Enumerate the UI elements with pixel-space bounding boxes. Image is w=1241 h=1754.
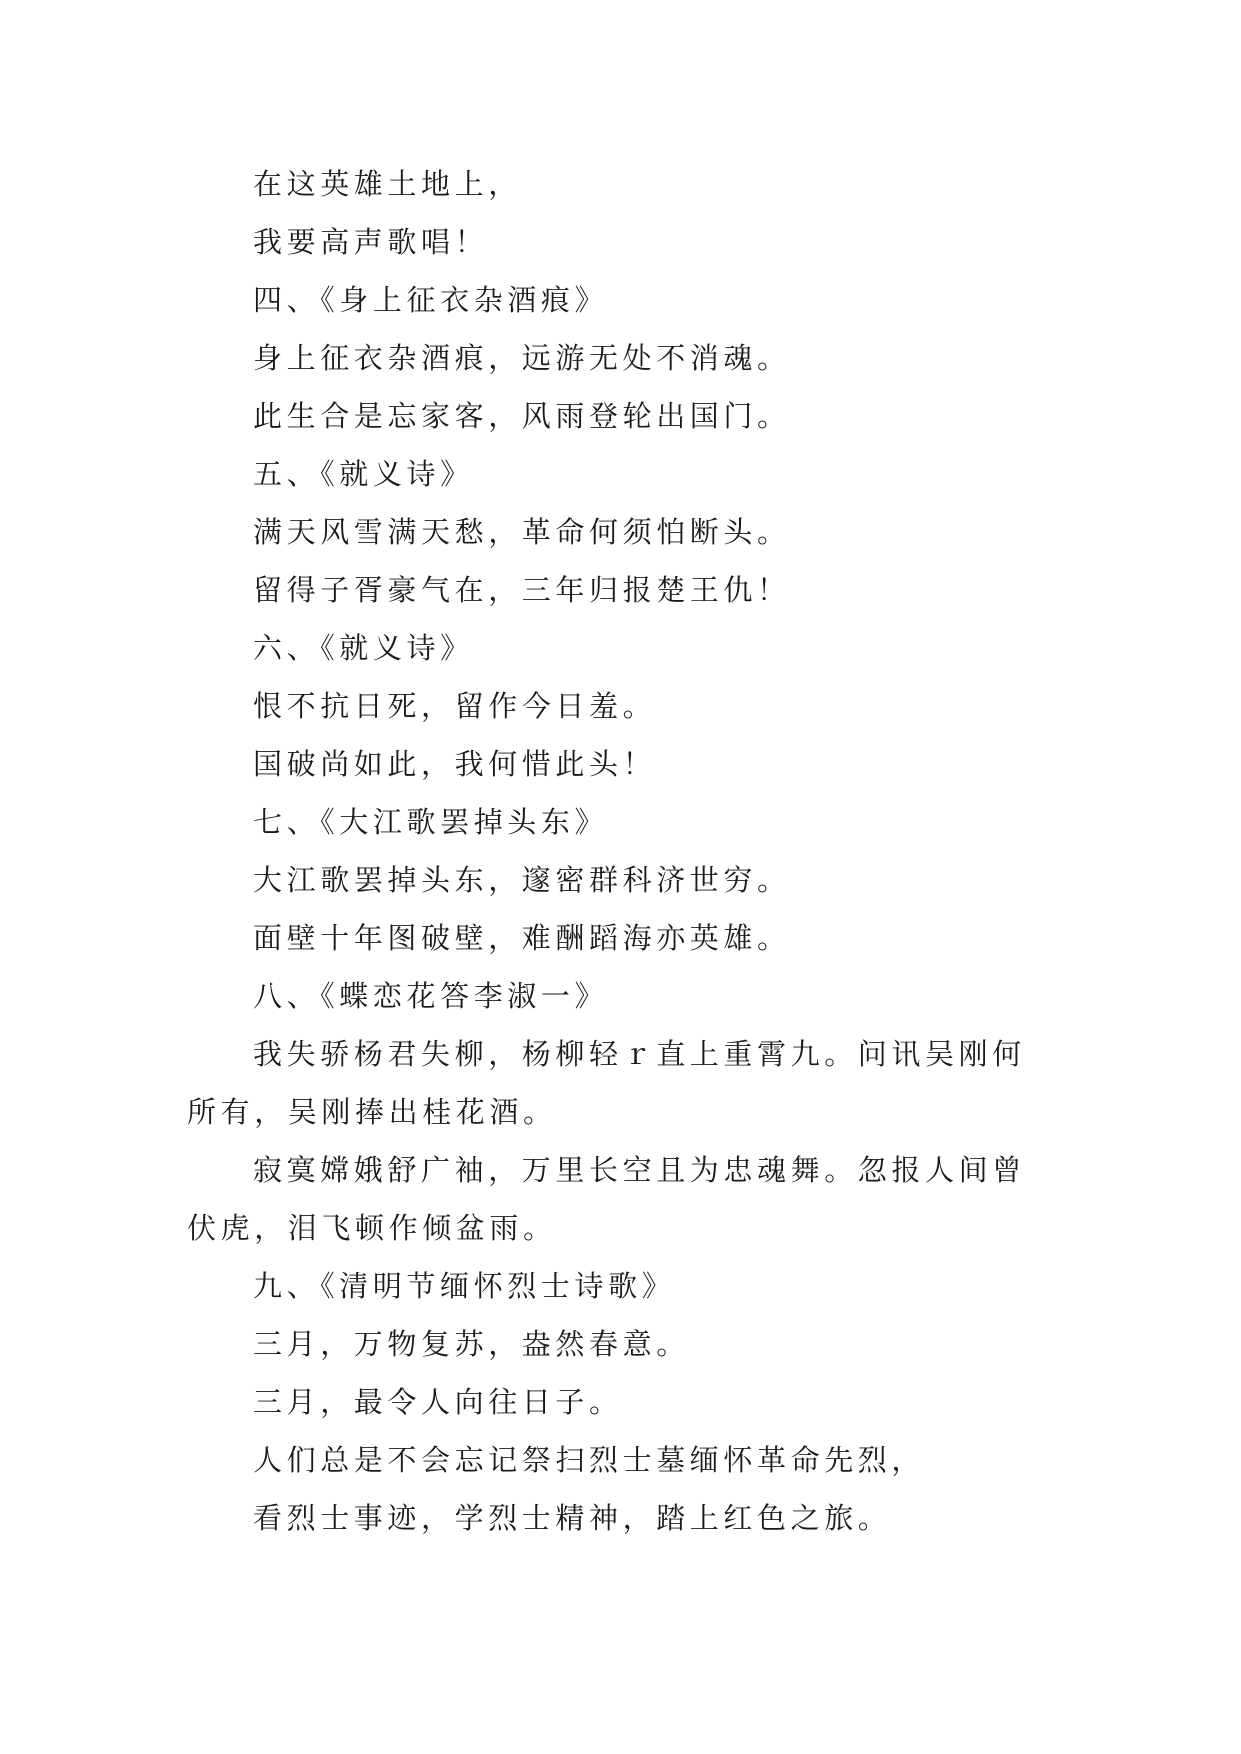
- section-heading: 九、《清明节缅怀烈士诗歌》: [253, 1269, 676, 1303]
- section-heading: 五、《就义诗》: [253, 457, 474, 491]
- poem-line: 我要高声歌唱！: [253, 225, 489, 259]
- poem-line: 恨不抗日死，留作今日羞。: [253, 689, 657, 723]
- poem-line: 三月，最令人向往日子。: [253, 1385, 623, 1419]
- poem-paragraph: 我失骄杨君失柳，杨柳轻ｒ直上重霄九。问讯吴刚何所有，吴刚捧出桂花酒。: [187, 1037, 1026, 1129]
- poem-line: 在这英雄土地上，: [253, 167, 522, 201]
- section-heading: 七、《大江歌罢掉头东》: [253, 805, 609, 839]
- poem-line: 满天风雪满天愁，革命何须怕断头。: [253, 515, 791, 549]
- section-heading: 六、《就义诗》: [253, 631, 474, 665]
- poem-line: 面壁十年图破壁，难酬蹈海亦英雄。: [253, 921, 791, 955]
- poem-paragraph: 寂寞嫦娥舒广袖，万里长空且为忠魂舞。忽报人间曾伏虎，泪飞顿作倾盆雨。: [187, 1153, 1026, 1245]
- poem-line: 看烈士事迹，学烈士精神，踏上红色之旅。: [253, 1501, 892, 1535]
- poem-line: 国破尚如此，我何惜此头！: [253, 747, 657, 781]
- poem-line: 身上征衣杂酒痕，远游无处不消魂。: [253, 341, 791, 375]
- section-heading: 八、《蝶恋花答李淑一》: [253, 979, 609, 1013]
- poem-line: 大江歌罢掉头东，邃密群科济世穷。: [253, 863, 791, 897]
- document-body: [187, 155, 1057, 1547]
- section-heading: 四、《身上征衣杂酒痕》: [253, 283, 609, 317]
- poem-line: 三月，万物复苏，盎然春意。: [253, 1327, 690, 1361]
- poem-line: 留得子胥豪气在，三年归报楚王仇！: [253, 573, 791, 607]
- poem-line: 此生合是忘家客，风雨登轮出国门。: [253, 399, 791, 433]
- poem-line: 人们总是不会忘记祭扫烈士墓缅怀革命先烈，: [253, 1443, 926, 1477]
